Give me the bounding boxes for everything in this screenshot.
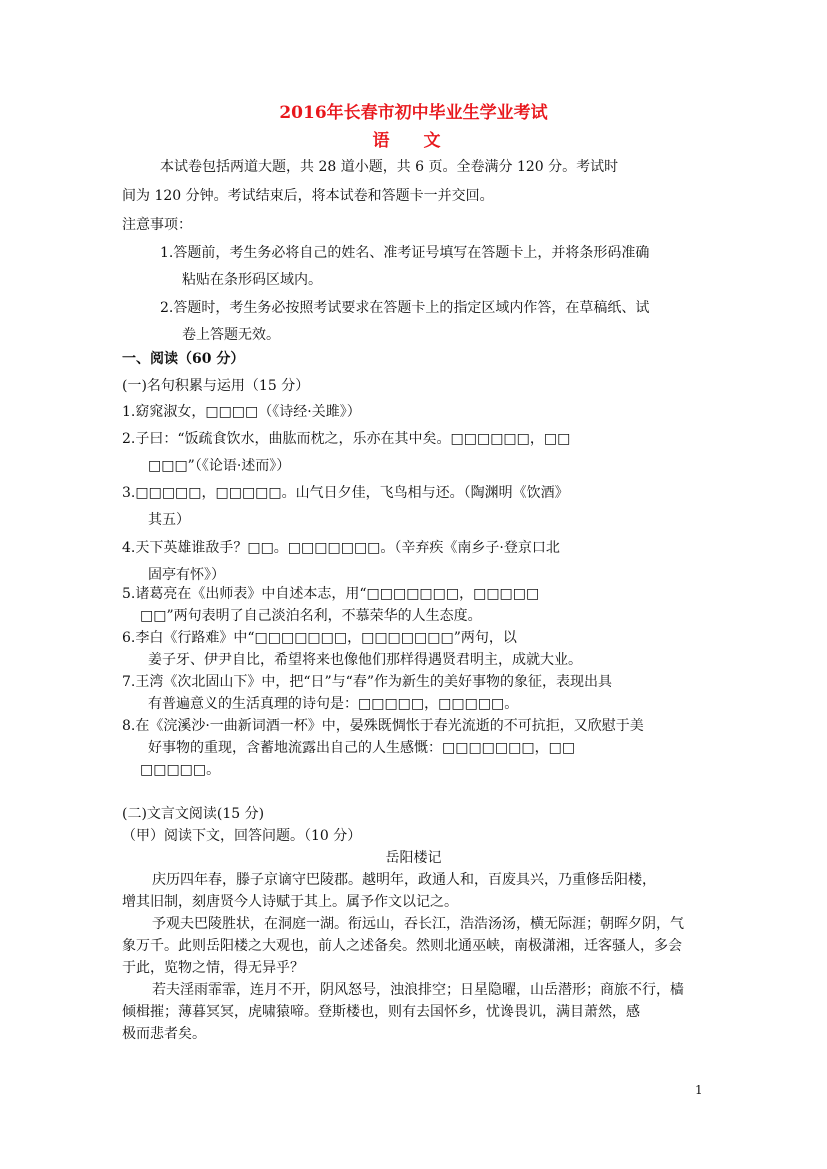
question-line: 其五） [148,512,190,528]
passage-title: 岳阳楼记 [385,850,442,866]
passage-line: 于此，览物之情，得无异乎？ [122,960,304,976]
question-line: 7.王湾《次北固山下》中，把“日”与“春”作为新生的美好事物的象征，表现出具 [122,674,612,690]
question-line: 1.窈窕淑女，□□□□（《诗经·关雎》） [122,404,361,420]
question-line: □□□□□。 [140,762,221,778]
question-line: 4.天下英雄谁敌手？□□。□□□□□□□。（辛弃疾《南乡子·登京口北 [122,540,560,556]
passage-line: 极而悲者矣。 [122,1026,206,1042]
subsection-heading: （甲）阅读下文，回答问题。（10 分） [122,828,362,844]
question-line: 5.诸葛亮在《出师表》中自述本志，用“□□□□□□□，□□□□□ [122,586,540,602]
question-line: 固亭有怀》） [148,567,225,583]
notice-item: 粘贴在条形码区域内。 [182,272,322,288]
page-number: 1 [695,1083,703,1097]
section-heading-reading: 一、阅读（60 分） [122,351,245,367]
passage-line: 象万千。此则岳阳楼之大观也，前人之述备矣。然则北通巫峡，南极潇湘，迁客骚人，多会 [122,938,682,954]
notice-item: 卷上答题无效。 [182,327,280,343]
intro-line-2: 间为 120 分钟。考试结束后，将本试卷和答题卡一并交回。 [122,188,494,204]
question-line: 6.李白《行路难》中“□□□□□□□，□□□□□□□”两句，以 [122,630,517,646]
passage-line: 予观夫巴陵胜状，在洞庭一湖。衔远山，吞长江，浩浩汤汤，横无际涯；朝晖夕阴，气 [152,916,684,932]
subject-title: 语 文 [372,131,455,151]
subsection-heading: (一)名句积累与运用（15 分） [122,378,310,394]
intro-line-1: 本试卷包括两道大题，共 28 道小题，共 6 页。全卷满分 120 分。考试时 [160,159,619,175]
question-line: 有普遍意义的生活真理的诗句是：□□□□□，□□□□□。 [148,696,519,712]
notice-item: 2.答题时，考生务必按照考试要求在答题卡上的指定区域内作答，在草稿纸、试 [160,300,650,316]
passage-line: 庆历四年春，滕子京谪守巴陵郡。越明年，政通人和，百废具兴，乃重修岳阳楼， [152,872,656,888]
subsection-heading: (二)文言文阅读(15 分) [122,806,265,822]
question-line: 2.子曰：“饭疏食饮水，曲肱而枕之，乐亦在其中矣。□□□□□□，□□ [122,431,571,447]
exam-title: 2016年长春市初中毕业生学业考试 [279,103,548,123]
notice-label: 注意事项： [122,217,192,233]
passage-line: 增其旧制，刻唐贤今人诗赋于其上。属予作文以记之。 [122,894,458,910]
question-line: □□”两句表明了自己淡泊名利，不慕荣华的人生态度。 [140,608,482,624]
notice-item: 1.答题前，考生务必将自己的姓名、准考证号填写在答题卡上，并将条形码准确 [160,245,650,261]
passage-line: 倾楫摧；薄暮冥冥，虎啸猿啼。登斯楼也，则有去国怀乡，忧谗畏讥，满目萧然，感 [122,1004,640,1020]
question-line: 好事物的重现，含蓄地流露出自己的人生感慨：□□□□□□□，□□ [148,740,576,756]
passage-line: 若夫淫雨霏霏，连月不开，阴风怒号，浊浪排空；日星隐曜，山岳潜形；商旅不行，樯 [152,982,684,998]
question-line: 8.在《浣溪沙·一曲新词酒一杯》中，晏殊既惆怅于春光流逝的不可抗拒，又欣慰于美 [122,718,644,734]
question-line: 3.□□□□□，□□□□□。山气日夕佳，飞鸟相与还。（陶渊明《饮酒》 [122,485,569,501]
question-line: □□□”（《论语·述而》） [148,458,291,474]
question-line: 姜子牙、伊尹自比，希望将来也像他们那样得遇贤君明主，成就大业。 [148,652,582,668]
